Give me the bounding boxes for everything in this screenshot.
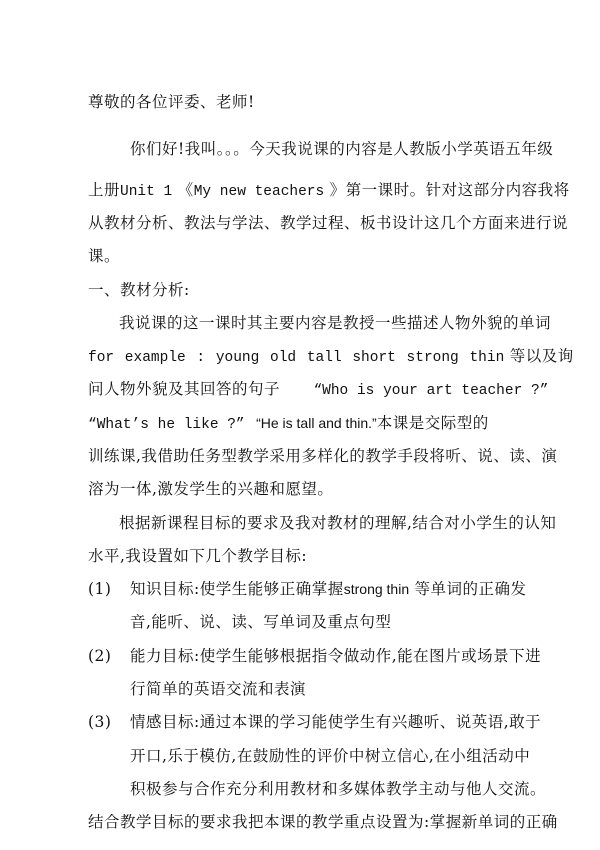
goal-2-line-2: 行简单的英语交流和表演: [130, 680, 307, 698]
intro-text: 》第一课时。针对这部分内容我将: [329, 181, 570, 199]
example-question-2: “What’s he like ?”: [88, 417, 245, 433]
goal-2-num: (2): [88, 647, 112, 665]
para1-line-6: 溶为一体,激发学生的兴趣和愿望。: [88, 480, 334, 498]
example-answer: “He is tall and thin.”: [256, 415, 377, 431]
para-text: 本课是交际型的: [376, 414, 489, 432]
title-open-bracket: 《: [177, 181, 194, 199]
goal-text: 知识目标:使学生能够正确掌握: [130, 580, 344, 598]
goal-1-num: (1): [88, 580, 112, 598]
goal-2-line-1: 能力目标:使学生能够根据指令做动作,能在图片或场景下进: [130, 647, 542, 665]
para-text: 问人物外貌及其回答的句子: [88, 380, 281, 398]
goal-1-line-2: 音,能听、说、读、写单词及重点句型: [130, 613, 392, 631]
section-heading: 一、教材分析:: [88, 281, 190, 299]
intro-line-3: 从教材分析、教法与学法、教学过程、板书设计这几个方面来进行说: [88, 214, 569, 232]
unit-title: My new teachers: [193, 184, 325, 200]
closing-line: 结合教学目标的要求我把本课的教学重点设置为:掌握新单词的正确: [88, 813, 558, 831]
intro-line-4: 课。: [88, 247, 121, 265]
para1-line-3: [88, 379, 548, 401]
goal-3-num: (3): [88, 713, 112, 731]
para1-line-2: [88, 346, 574, 368]
para1-line-1: 我说课的这一课时其主要内容是教授一些描述人物外貌的单词: [119, 314, 552, 332]
para1-line-4: [88, 413, 489, 435]
para2-line-1: 根据新课程目标的要求及我对教材的理解,结合对小学生的认知: [119, 514, 557, 532]
example-question: “Who is your art teacher ?”: [313, 383, 549, 399]
goal-text: 等单词的正确发: [414, 580, 527, 598]
para-text: 等以及询: [509, 347, 574, 365]
goal-1-line-1: [130, 579, 527, 599]
goal-words: strong thin: [343, 581, 410, 597]
goal-3-line-3: 积极参与合作充分利用教材和多媒体教学主动与他人交流。: [130, 780, 547, 798]
unit-label: Unit 1: [120, 184, 173, 200]
intro-line-2: [88, 180, 570, 202]
goal-3-line-2: 开口,乐于模仿,在鼓励性的评价中树立信心,在小组活动中: [130, 747, 531, 765]
intro-line-1: 你们好!我叫。。。今天我说课的内容是人教版小学英语五年级: [130, 140, 554, 158]
goal-3-line-1: 情感目标:通过本课的学习能使学生有兴趣听、说英语,敢于: [130, 713, 542, 731]
para2-line-2: 水平,我设置如下几个教学目标:: [88, 547, 308, 565]
vocab-list: for example : young old tall short strong thin: [88, 350, 505, 366]
greeting-line: 尊敬的各位评委、老师!: [88, 93, 255, 111]
intro-text: 上册: [88, 181, 121, 199]
para1-line-5: 训练课,我借助任务型教学采用多样化的教学手段将听、说、读、演: [88, 447, 558, 465]
